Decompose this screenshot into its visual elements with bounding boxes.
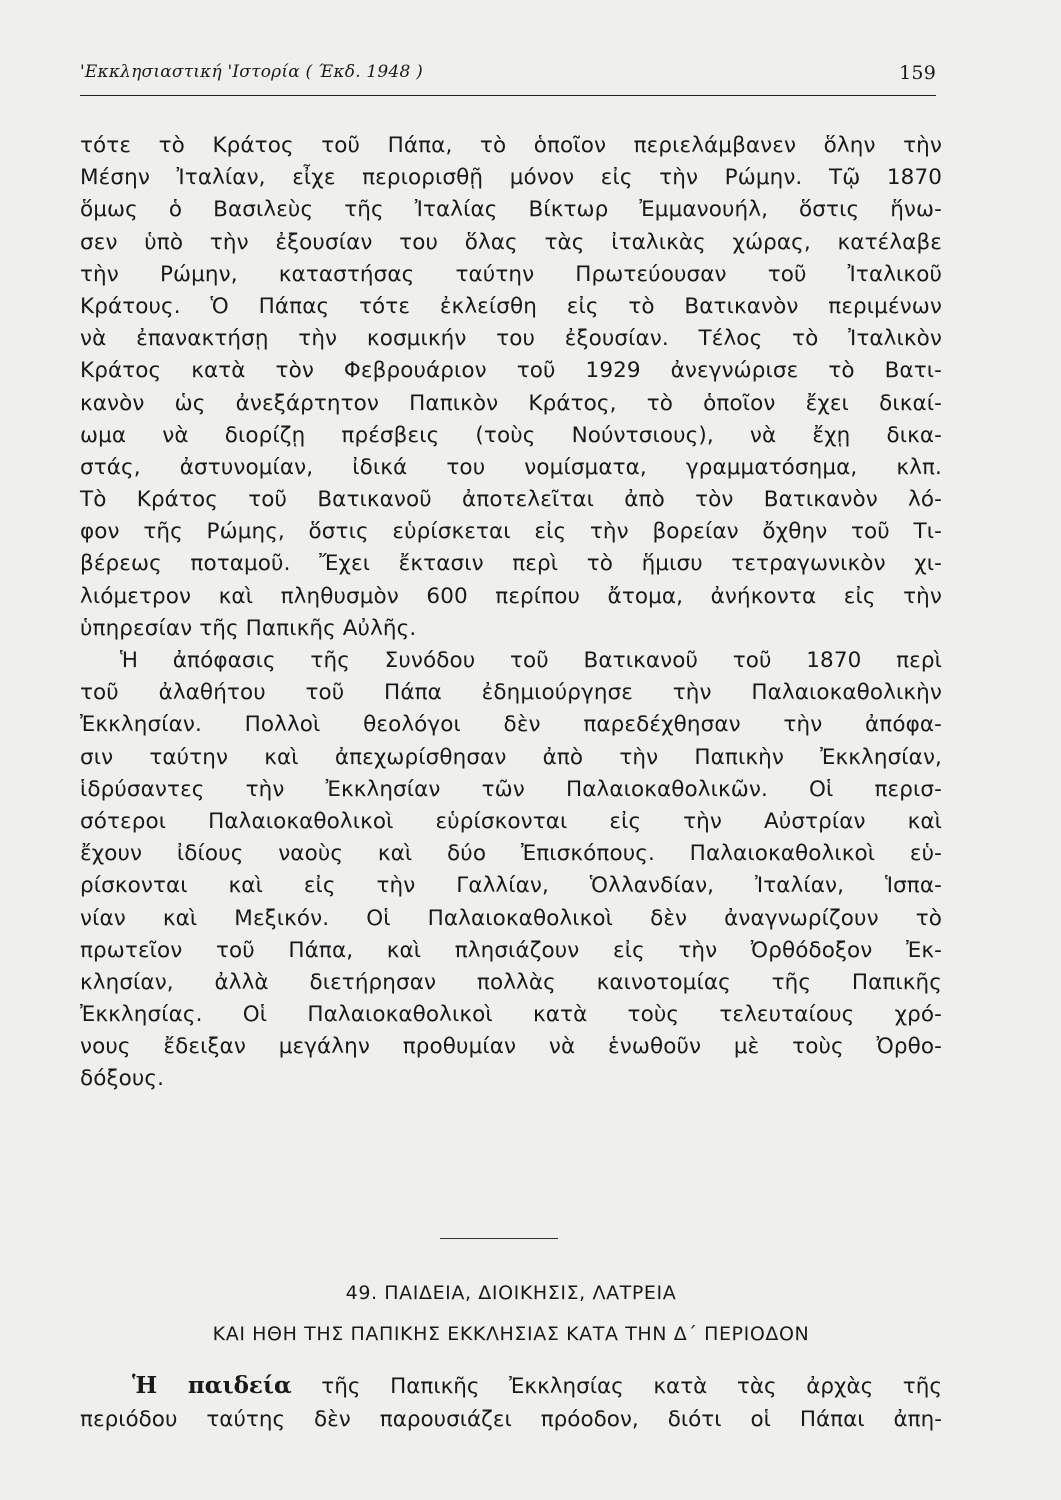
text-line: δόξους. xyxy=(80,1066,165,1092)
text-line: περιόδου ταύτης δὲν παρουσιάζει πρόοδον, διότι οἱ Πάπαι ἀπη- xyxy=(80,1407,942,1432)
text-line xyxy=(80,1369,942,1403)
text-line: Μέσην Ἰταλίαν, εἶχε περιορισθῇ μόνον εἰς τὴν Ρώμην. Τῷ 1870 xyxy=(80,165,942,191)
text-line: Τὸ Κράτος τοῦ Βατικανοῦ ἀποτελεῖται ἀπὸ τὸν Βατικανὸν λό- xyxy=(80,487,942,513)
text-line: κανὸν ὡς ἀνεξάρτητον Παπικὸν Κράτος, τὸ ὁποῖον ἔχει δικαί- xyxy=(80,390,942,416)
text-line: κλησίαν, ἀλλὰ διετήρησαν πολλὰς καινοτομίας τῆς Παπικῆς xyxy=(80,969,942,995)
text-line: Ἐκκλησίαν. Πολλοὶ θεολόγοι δὲν παρεδέχθησαν τὴν ἀπόφα- xyxy=(80,712,942,738)
page-number: 159 xyxy=(899,62,936,84)
text-line: βέρεως ποταμοῦ. Ἔχει ἔκτασιν περὶ τὸ ἥμισυ τετραγωνικὸν χι- xyxy=(80,551,942,577)
text-line: νους ἔδειξαν μεγάλην προθυμίαν νὰ ἑνωθοῦν μὲ τοὺς Ὀρθο- xyxy=(80,1034,942,1060)
lead-term: Ἡ παιδεία xyxy=(132,1372,292,1399)
text-line: πρωτεῖον τοῦ Πάπα, καὶ πλησιάζουν εἰς τὴν Ὀρθόδοξον Ἐκ- xyxy=(80,937,942,963)
text-line: ρίσκονται καὶ εἰς τὴν Γαλλίαν, Ὁλλανδίαν, Ἰταλίαν, Ἱσπα- xyxy=(80,873,942,899)
text-line: σιν ταύτην καὶ ἀπεχωρίσθησαν ἀπὸ τὴν Παπικὴν Ἐκκλησίαν, xyxy=(80,744,942,770)
text-line: ὑπηρεσίαν τῆς Παπικῆς Αὐλῆς. xyxy=(80,615,417,641)
text-line: ωμα νὰ διορίζῃ πρέσβεις (τοὺς Νούντσιους), νὰ ἔχῃ δικα- xyxy=(80,422,942,448)
text-line: σότεροι Παλαιοκαθολικοὶ εὑρίσκονται εἰς τὴν Αὐστρίαν καὶ xyxy=(80,808,942,834)
main-text xyxy=(80,130,942,1096)
text-line: στάς, ἀστυνομίαν, ἰδικά του νομίσματα, γραμματόσημα, κλπ. xyxy=(80,454,942,480)
section-divider xyxy=(440,1238,558,1239)
text-line: νίαν καὶ Μεξικόν. Οἱ Παλαιοκαθολικοὶ δὲν ἀναγνωρίζουν τὸ xyxy=(80,905,942,931)
text-line: φον τῆς Ρώμης, ὅστις εὑρίσκεται εἰς τὴν βορείαν ὄχθην τοῦ Τι- xyxy=(80,519,942,545)
running-header xyxy=(80,62,936,86)
text-line: σεν ὑπὸ τὴν ἐξουσίαν του ὅλας τὰς ἰταλικὰς χώρας, κατέλαβε xyxy=(80,229,942,255)
section-heading: 49. ΠΑΙΔΕΙΑ, ΔΙΟΙΚΗΣΙΣ, ΛΑΤΡΕΙΑ xyxy=(345,1282,677,1304)
text-line: νὰ ἐπανακτήσῃ τὴν κοσμικήν του ἐξουσίαν. Τέλος τὸ Ἰταλικὸν xyxy=(80,326,942,352)
text-line: ἱδρύσαντες τὴν Ἐκκλησίαν τῶν Παλαιοκαθολικῶν. Οἱ περισ- xyxy=(80,776,942,802)
text-line: Κράτους. Ὁ Πάπας τότε ἐκλείσθη εἰς τὸ Βατικανὸν περιμένων xyxy=(80,293,942,319)
running-title: 'Εκκλησιαστική 'Ιστορία ( Έκδ. 1948 ) xyxy=(80,62,423,82)
text-line: τότε τὸ Κράτος τοῦ Πάπα, τὸ ὁποῖον περιελάμβανεν ὅλην τὴν xyxy=(80,133,942,158)
text-line: Ἡ ἀπόφασις τῆς Συνόδου τοῦ Βατικανοῦ τοῦ 1870 περὶ xyxy=(120,648,942,673)
text-line: τὴν Ρώμην, καταστήσας ταύτην Πρωτεύουσαν τοῦ Ἰταλικοῦ xyxy=(80,261,942,287)
text-line: Ἐκκλησίας. Οἱ Παλαιοκαθολικοὶ κατὰ τοὺς τελευταίους χρό- xyxy=(80,1002,942,1028)
text-line: λιόμετρον καὶ πληθυσμὸν 600 περίπου ἄτομα, ἀνήκοντα εἰς τὴν xyxy=(80,583,942,609)
text-line: τοῦ ἀλαθήτου τοῦ Πάπα ἐδημιούργησε τὴν Παλαιοκαθολικὴν xyxy=(80,680,942,706)
text-line: Κράτος κατὰ τὸν Φεβρουάριον τοῦ 1929 ἀνεγνώρισε τὸ Βατι- xyxy=(80,358,942,384)
lead-line-rest: τῆς Παπικῆς Ἐκκλησίας κατὰ τὰς ἀρχὰς τῆς xyxy=(291,1374,942,1399)
text-line: ἔχουν ἰδίους ναοὺς καὶ δύο Ἐπισκόπους. Παλαιοκαθολικοὶ εὑ- xyxy=(80,841,942,867)
text-line: ὅμως ὁ Βασιλεὺς τῆς Ἰταλίας Βίκτωρ Ἐμμανουήλ, ὅστις ἥνω- xyxy=(80,197,942,223)
header-rule xyxy=(80,95,936,96)
section-text xyxy=(80,1369,942,1436)
section-subheading: ΚΑΙ ΗΘΗ ΤΗΣ ΠΑΠΙΚΗΣ ΕΚΚΛΗΣΙΑΣ ΚΑΤΑ ΤΗΝ Δ΄ ΠΕΡΙΟΔΟΝ xyxy=(212,1323,810,1345)
